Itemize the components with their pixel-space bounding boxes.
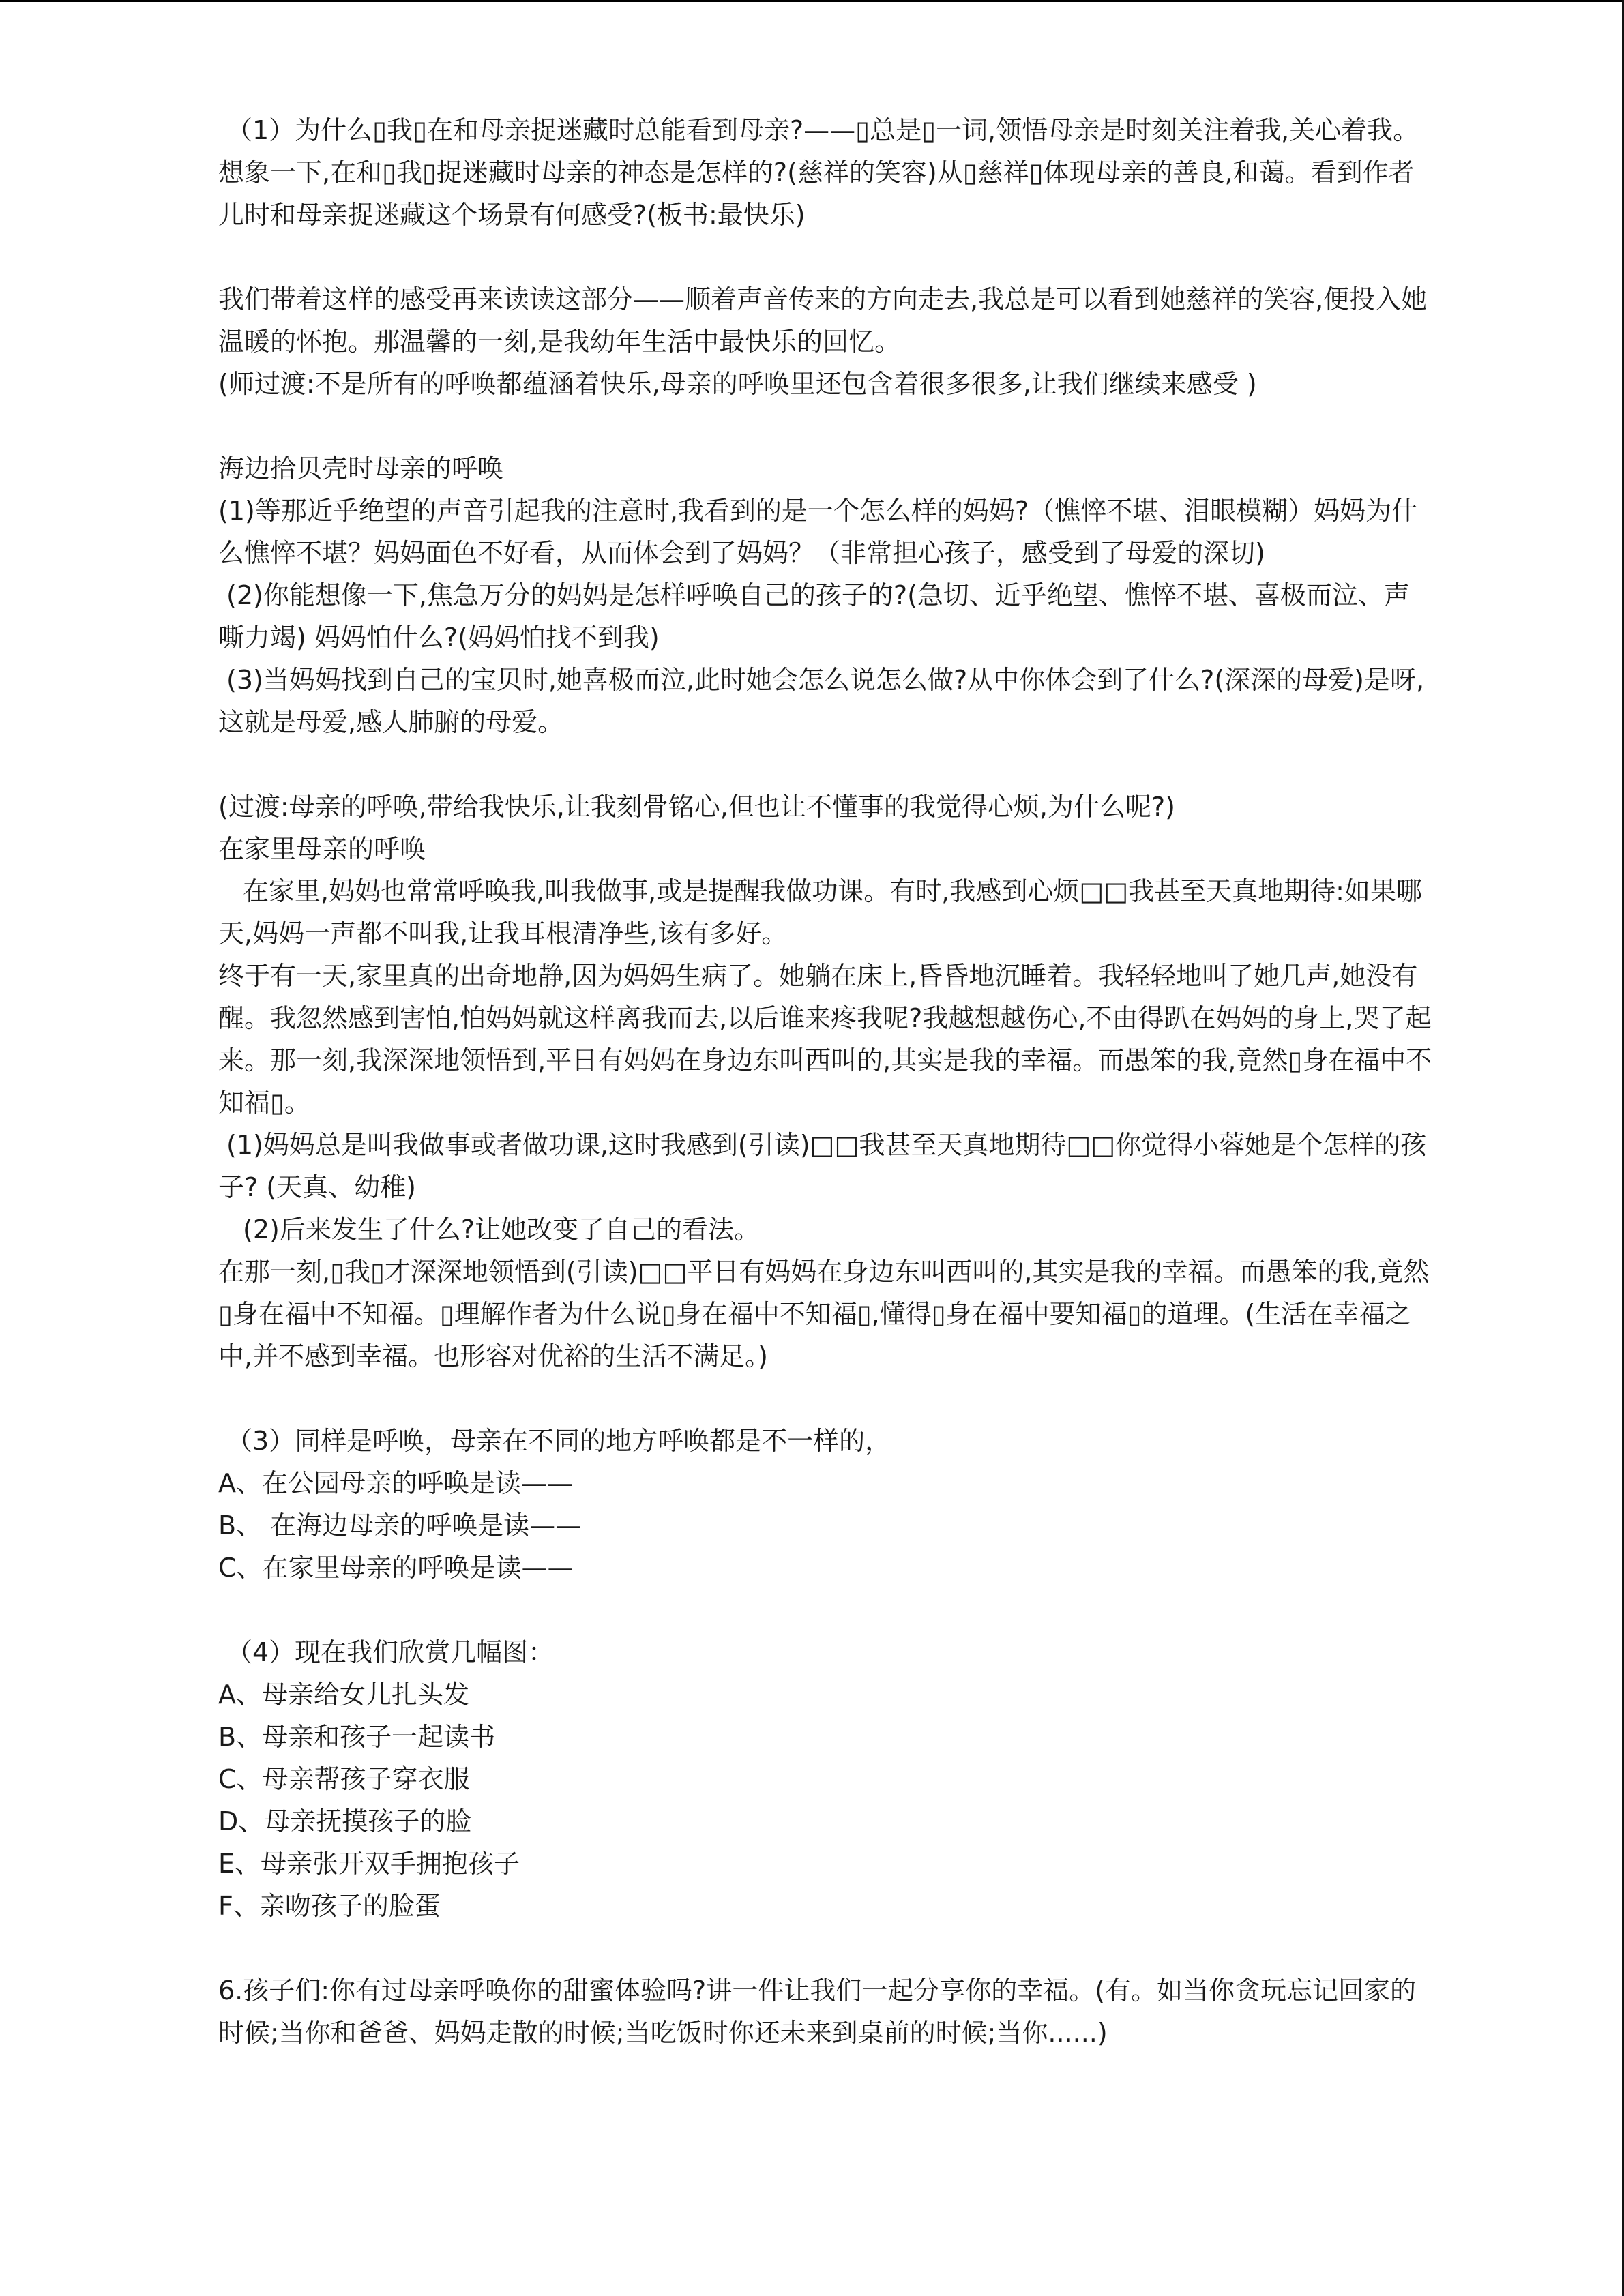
paragraph-5: (2)你能想像一下,焦急万分的妈妈是怎样呼唤自己的孩子的?(急切、近乎绝望、憔悴不堪、喜极而泣、声嘶力竭) 妈妈怕什么?(妈妈怕找不到我) (218, 580, 1410, 653)
blank-line (218, 405, 1432, 447)
list-item-14d: D、母亲抚摸孩子的脸 (218, 1806, 472, 1836)
list-item-13b: B、 在海边母亲的呼唤是读—— (218, 1510, 582, 1540)
blank-line (218, 236, 1432, 278)
document-page (218, 109, 1432, 2054)
list-item-13a: A、在公园母亲的呼唤是读—— (218, 1468, 573, 1498)
top-border-line (0, 0, 1624, 2)
paragraph-1: （1）为什么▯我▯在和母亲捉迷藏时总能看到母亲?——▯总是▯一词,领悟母亲是时刻关注着我,关心着我。想象一下,在和▯我▯捉迷藏时母亲的神态是怎样的?(慈祥的笑容)从▯慈祥▯体现母亲的善良,和蔼。看到作者儿时和母亲捉迷藏这个场景有何感受?(板书:最快乐) (218, 115, 1419, 230)
paragraph-14: （4）现在我们欣赏几幅图： (226, 1637, 555, 1667)
blank-line (218, 1377, 1432, 1420)
section-heading-beach: 海边拾贝壳时母亲的呼唤 (218, 453, 504, 483)
list-item-14c: C、母亲帮孩子穿衣服 (218, 1764, 470, 1794)
paragraph-11: (2)后来发生了什么?让她改变了自己的看法。 (243, 1214, 760, 1244)
list-item-14b: B、母亲和孩子一起读书 (218, 1722, 496, 1752)
paragraph-8: 在家里,妈妈也常常呼唤我,叫我做事,或是提醒我做功课。有时,我感到心烦□□我甚至天真地期待:如果哪天,妈妈一声都不叫我,让我耳根清净些,该有多好。 (218, 876, 1422, 949)
list-item-14a: A、母亲给女儿扎头发 (218, 1680, 469, 1710)
paragraph-4: (1)等那近乎绝望的声音引起我的注意时,我看到的是一个怎么样的妈妈?（憔悴不堪、泪眼模糊）妈妈为什么憔悴不堪？妈妈面色不好看，从而体会到了妈妈？（非常担心孩子，感受到了母爱的深切) (218, 496, 1418, 568)
paragraph-3: (师过渡:不是所有的呼唤都蕴涵着快乐,母亲的呼唤里还包含着很多很多,让我们继续来感受 ) (218, 369, 1257, 399)
paragraph-9: 终于有一天,家里真的出奇地静,因为妈妈生病了。她躺在床上,昏昏地沉睡着。我轻轻地叫了她几声,她没有醒。我忽然感到害怕,怕妈妈就这样离我而去,以后谁来疼我呢?我越想越伤心,不由得趴在妈妈的身上,哭了起来。那一刻,我深深地领悟到,平日有妈妈在身边东叫西叫的,其实是我的幸福。而愚笨的我,竟然▯身在福中不知福▯。 (218, 961, 1432, 1118)
paragraph-7: (过渡:母亲的呼唤,带给我快乐,让我刻骨铭心,但也让不懂事的我觉得心烦,为什么呢?) (218, 792, 1175, 822)
blank-line (218, 1589, 1432, 1631)
paragraph-10: (1)妈妈总是叫我做事或者做功课,这时我感到(引读)□□我甚至天真地期待□□你觉得小蓉她是个怎样的孩子? (天真、幼稚) (218, 1130, 1427, 1202)
paragraph-15: 6.孩子们:你有过母亲呼唤你的甜蜜体验吗?讲一件让我们一起分享你的幸福。(有。如当你贪玩忘记回家的时候;当你和爸爸、妈妈走散的时候;当吃饭时你还未来到桌前的时候;当你......) (218, 1976, 1417, 2048)
blank-line (218, 743, 1432, 786)
paragraph-2: 我们带着这样的感受再来读读这部分——顺着声音传来的方向走去,我总是可以看到她慈祥的笑容,便投入她温暖的怀抱。那温馨的一刻,是我幼年生活中最快乐的回忆。 (218, 284, 1428, 357)
paragraph-13: （3）同样是呼唤，母亲在不同的地方呼唤都是不一样的， (226, 1426, 891, 1456)
section-heading-home: 在家里母亲的呼唤 (218, 834, 426, 864)
list-item-14f: F、亲吻孩子的脸蛋 (218, 1891, 441, 1921)
paragraph-12: 在那一刻,▯我▯才深深地领悟到(引读)□□平日有妈妈在身边东叫西叫的,其实是我的幸福。而愚笨的我,竟然▯身在福中不知福。▯理解作者为什么说▯身在福中不知福▯,懂得▯身在福中要知福▯的道理。(生活在幸福之中,并不感到幸福。也形容对优裕的生活不满足。) (218, 1257, 1430, 1371)
paragraph-6: (3)当妈妈找到自己的宝贝时,她喜极而泣,此时她会怎么说怎么做?从中你体会到了什么?(深深的母爱)是呀,这就是母爱,感人肺腑的母爱。 (218, 665, 1425, 737)
list-item-13c: C、在家里母亲的呼唤是读—— (218, 1553, 574, 1583)
list-item-14e: E、母亲张开双手拥抱孩子 (218, 1849, 520, 1879)
blank-line (218, 1927, 1432, 1969)
